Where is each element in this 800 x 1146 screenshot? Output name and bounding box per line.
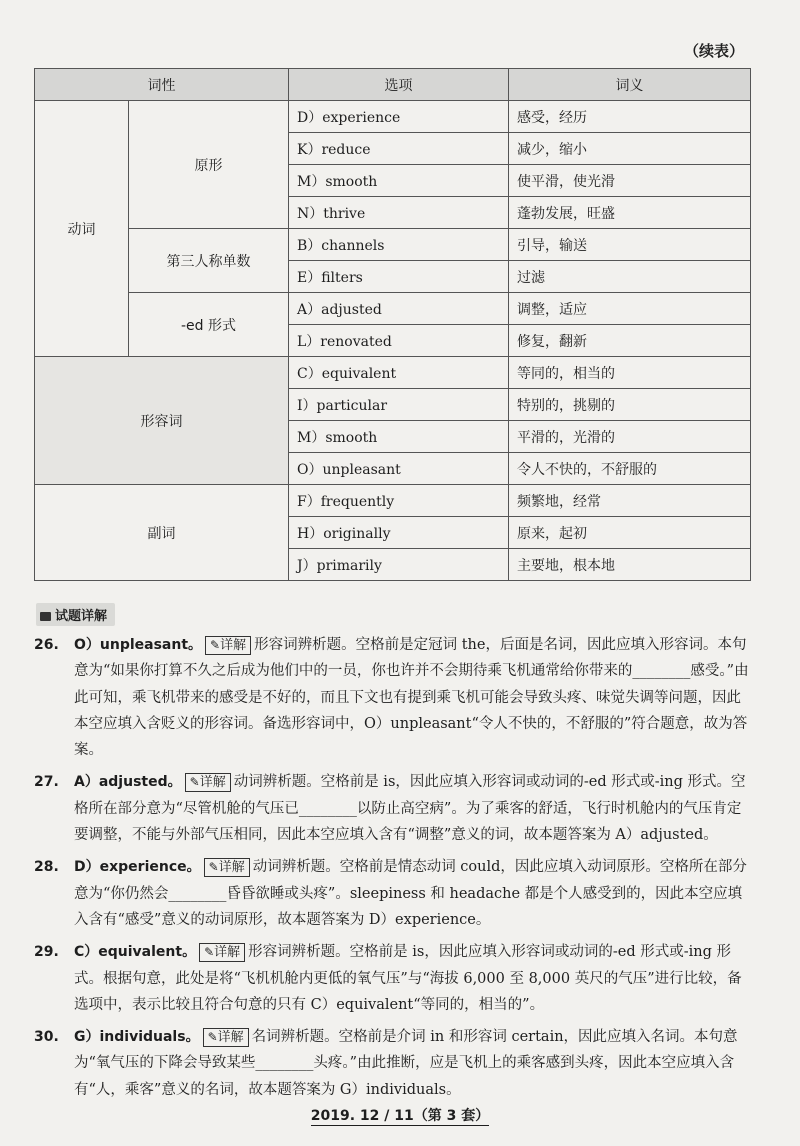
meaning-cell: 原来，起初 — [509, 517, 751, 549]
option-cell: A）adjusted — [289, 293, 509, 325]
option-cell: O）unpleasant — [289, 453, 509, 485]
answers-list — [34, 632, 754, 1109]
option-cell: F）frequently — [289, 485, 509, 517]
answer-text: 形容词辨析题。空格前是定冠词 the，后面是名词，因此应填入形容词。本句意为“如果你打算不久之后成为他们中的一员，你也许并不会期待乘飞机通常给你带来的________感受。”由此可知，乘飞机带来的感受是不好的，而且下文也有提到乘飞机可能会导致头疼、味觉失调等问题，因此本空应填入含贬义的形容词。备选形容词中，O）unpleasant“令人不快的，不舒服的”符合题意，故为答案。 — [74, 637, 749, 759]
option-cell: D）experience — [289, 101, 509, 133]
answer-item — [34, 1024, 754, 1103]
option-cell: B）channels — [289, 229, 509, 261]
meaning-cell: 等同的，相当的 — [509, 357, 751, 389]
pencil-icon: ✎ — [204, 945, 215, 960]
meaning-cell: 使平滑，使光滑 — [509, 165, 751, 197]
detail-tag: ✎详解 — [203, 1028, 249, 1047]
book-icon — [40, 612, 51, 621]
option-cell: K）reduce — [289, 133, 509, 165]
pos-adverb: 副词 — [35, 485, 289, 581]
option-cell: J）primarily — [289, 549, 509, 581]
detail-tag: ✎详解 — [199, 943, 245, 962]
continuation-label: （续表） — [683, 42, 744, 60]
detail-tag: ✎详解 — [205, 636, 251, 655]
meaning-cell: 蓬勃发展，旺盛 — [509, 197, 751, 229]
option-cell: C）equivalent — [289, 357, 509, 389]
pos-adjective: 形容词 — [35, 357, 289, 485]
answer-text: 名词辨析题。空格前是介词 in 和形容词 certain，因此应填入名词。本句意为“氧气压的下降会导致某些________头疼。”由此推断，应是飞机上的乘客感到头疼，因此本空应填入含有“人，乘客”意义的名词，故本题答案为 G）individuals。 — [74, 1029, 738, 1098]
meaning-cell: 引导，输送 — [509, 229, 751, 261]
subgroup-third-person: 第三人称单数 — [129, 229, 289, 293]
footer-issue: 2019. 12 / 11（第 3 套） — [310, 1108, 490, 1124]
header-meaning: 词义 — [509, 69, 751, 101]
answer-key: O）unpleasant。 — [74, 637, 203, 653]
answer-key: D）experience。 — [74, 859, 201, 876]
pencil-icon: ✎ — [189, 775, 200, 790]
answer-key: G）individuals。 — [74, 1029, 200, 1046]
pencil-icon: ✎ — [210, 638, 221, 652]
answer-item — [34, 854, 754, 933]
table-row — [35, 293, 751, 325]
option-cell: M）smooth — [289, 421, 509, 453]
meaning-cell: 令人不快的，不舒服的 — [509, 453, 751, 485]
meaning-cell: 调整，适应 — [509, 293, 751, 325]
answer-number: 27. — [34, 774, 59, 791]
meaning-cell: 减少，缩小 — [509, 133, 751, 165]
option-cell: N）thrive — [289, 197, 509, 229]
answer-number: 28. — [34, 859, 59, 876]
header-option: 选项 — [289, 69, 509, 101]
answer-item — [34, 769, 754, 848]
pos-verb: 动词 — [35, 101, 129, 357]
section-title: 试题详解 — [55, 609, 108, 624]
option-cell: L）renovated — [289, 325, 509, 357]
option-cell: I）particular — [289, 389, 509, 421]
meaning-cell: 特别的，挑剔的 — [509, 389, 751, 421]
answer-key: A）adjusted。 — [74, 774, 182, 791]
meaning-cell: 修复，翻新 — [509, 325, 751, 357]
table-row — [35, 485, 751, 517]
answer-item — [34, 939, 754, 1018]
table-header-row — [35, 69, 751, 101]
meaning-cell: 感受，经历 — [509, 101, 751, 133]
table-row — [35, 101, 751, 133]
section-heading — [36, 603, 115, 626]
detail-tag: ✎详解 — [204, 858, 250, 877]
vocab-table — [34, 68, 751, 581]
subgroup-ed-form: -ed 形式 — [129, 293, 289, 357]
answer-text: 形容词辨析题。空格前是 is，因此应填入形容词或动词的-ed 形式或-ing 形式。根据句意，此处是将“飞机机舱内更低的氧气压”与“海拔 6,000 至 8,000 英尺的气压”进行比较，备选项中，表示比较且符合句意的只有 C）equivalent“等同的，相当的”。 — [74, 944, 742, 1013]
answer-text: 动词辨析题。空格前是情态动词 could，因此应填入动词原形。空格所在部分意为“你仍然会________昏昏欲睡或头疼”。sleepiness 和 headache 都是个人感受到的，因此本空应填入含有“感受”意义的动词原形，故本题答案为 D）experience。 — [74, 859, 747, 928]
answer-key: C）equivalent。 — [74, 944, 197, 961]
meaning-cell: 主要地，根本地 — [509, 549, 751, 581]
answer-number: 30. — [34, 1029, 59, 1046]
subgroup-base-form: 原形 — [129, 101, 289, 229]
answer-number: 26. — [34, 637, 59, 653]
table-row — [35, 357, 751, 389]
answer-item — [34, 632, 754, 763]
meaning-cell: 平滑的，光滑的 — [509, 421, 751, 453]
meaning-cell: 频繁地，经常 — [509, 485, 751, 517]
detail-tag: ✎详解 — [185, 773, 231, 792]
answer-number: 29. — [34, 944, 59, 961]
pencil-icon: ✎ — [208, 860, 219, 875]
page-footer — [0, 1105, 800, 1125]
option-cell: H）originally — [289, 517, 509, 549]
meaning-cell: 过滤 — [509, 261, 751, 293]
option-cell: M）smooth — [289, 165, 509, 197]
answer-text: 动词辨析题。空格前是 is，因此应填入形容词或动词的-ed 形式或-ing 形式。空格所在部分意为“尽管机舱的气压已________以防止高空病”。为了乘客的舒适，飞行时机舱内的气压肯定要调整，不能与外部气压相同，因此本空应填入含有“调整”意义的词，故本题答案为 A）adjusted。 — [74, 774, 746, 844]
header-pos: 词性 — [35, 69, 289, 101]
option-cell: E）filters — [289, 261, 509, 293]
pencil-icon: ✎ — [207, 1030, 218, 1045]
table-row — [35, 229, 751, 261]
